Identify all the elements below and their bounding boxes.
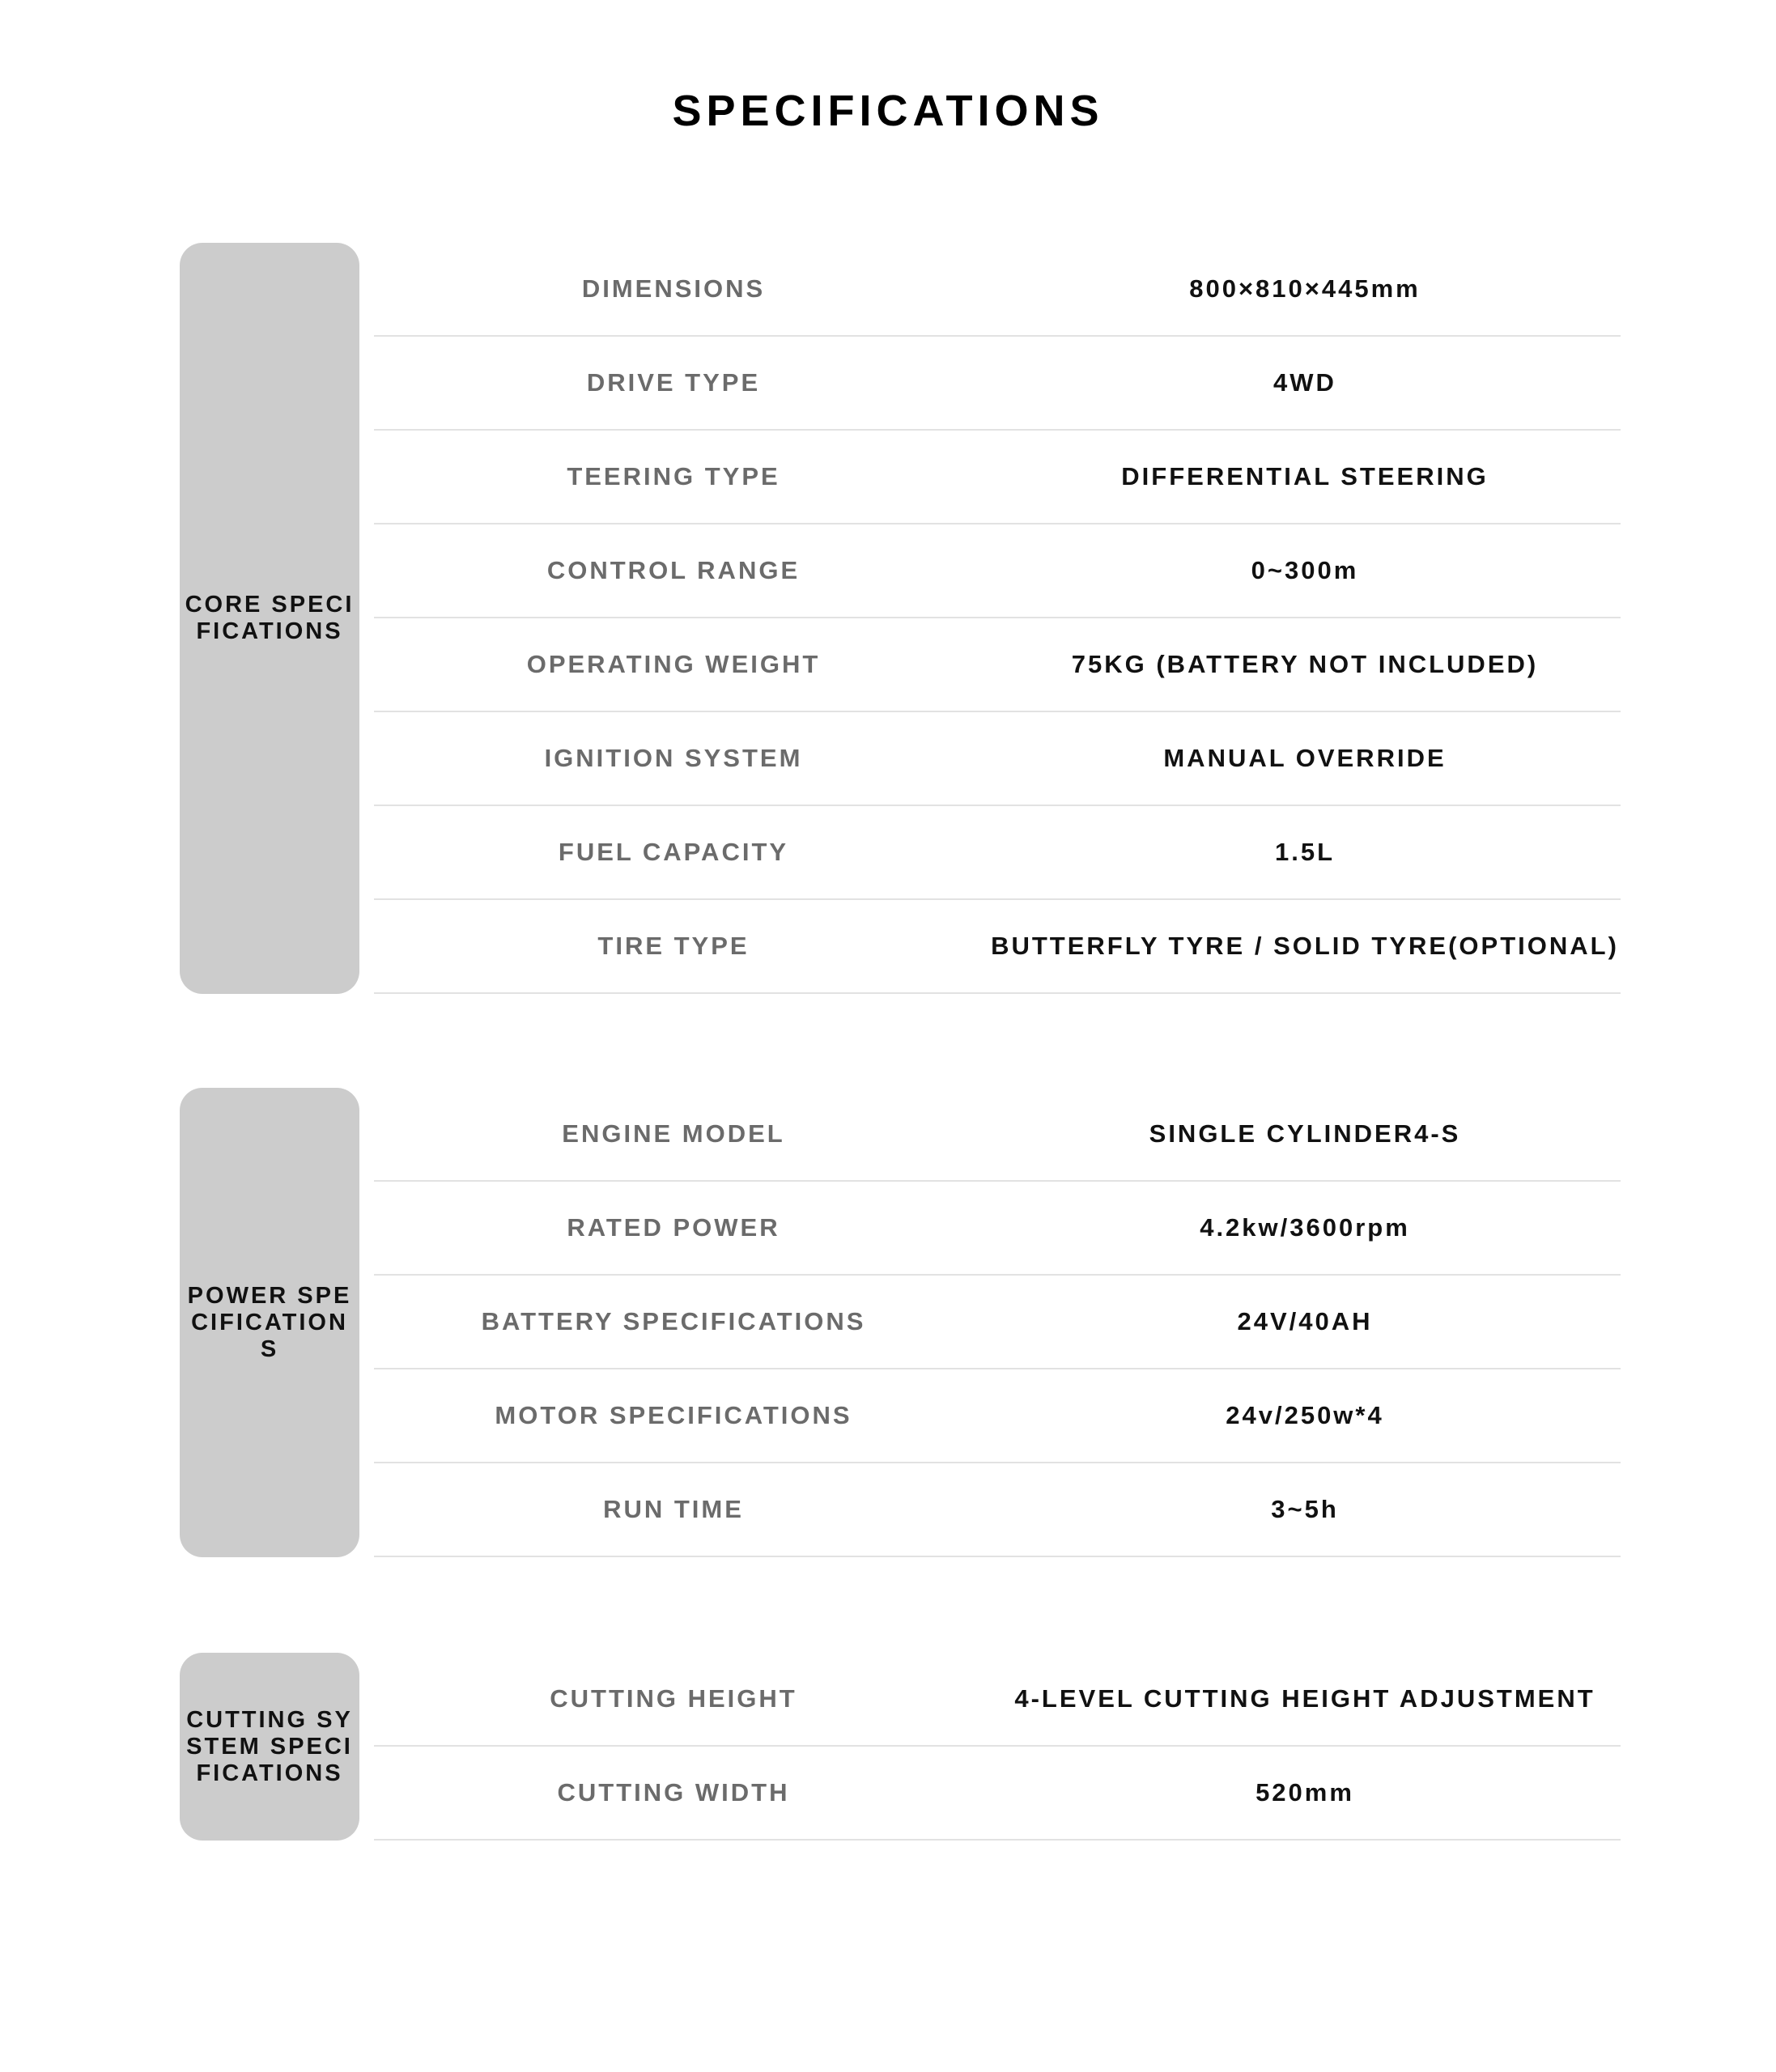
spec-table — [374, 1653, 1621, 1841]
spec-row — [374, 431, 1621, 524]
spec-value: 4-LEVEL CUTTING HEIGHT ADJUSTMENT — [1014, 1684, 1595, 1713]
spec-value: 4.2kw/3600rpm — [1200, 1213, 1410, 1242]
spec-value: 3~5h — [1271, 1495, 1339, 1523]
spec-row — [374, 806, 1621, 900]
spec-key: OPERATING WEIGHT — [526, 650, 821, 678]
spec-value: 75KG (BATTERY NOT INCLUDED) — [1071, 650, 1539, 678]
section-label-text: POWER SPECIFICATIONS — [187, 1282, 352, 1362]
spec-row — [374, 1182, 1621, 1276]
spec-value: MANUAL OVERRIDE — [1163, 744, 1447, 772]
spec-row — [374, 243, 1621, 337]
spec-value: 1.5L — [1274, 838, 1336, 866]
spec-row — [374, 1276, 1621, 1369]
spec-key: IGNITION SYSTEM — [544, 744, 803, 772]
spec-row — [374, 1463, 1621, 1557]
spec-key: RATED POWER — [567, 1213, 780, 1242]
spec-value: SINGLE CYLINDER4-S — [1149, 1119, 1461, 1148]
section-label — [180, 1653, 359, 1841]
spec-row — [374, 900, 1621, 994]
spec-value: 24V/40AH — [1237, 1307, 1373, 1335]
spec-row — [374, 1369, 1621, 1463]
spec-key: FUEL CAPACITY — [558, 838, 789, 866]
spec-key: MOTOR SPECIFICATIONS — [495, 1401, 852, 1429]
spec-row — [374, 712, 1621, 806]
spec-key: ENGINE MODEL — [562, 1119, 785, 1148]
spec-row — [374, 1653, 1621, 1747]
spec-value: 4WD — [1273, 368, 1336, 397]
spec-table — [374, 1088, 1621, 1557]
spec-value: 0~300m — [1251, 556, 1359, 584]
spec-value: 24v/250w*4 — [1226, 1401, 1384, 1429]
spec-key: CUTTING WIDTH — [557, 1778, 790, 1807]
section-power-specifications — [180, 1088, 1621, 1557]
spec-row — [374, 337, 1621, 431]
spec-row — [374, 1747, 1621, 1841]
spec-key: BATTERY SPECIFICATIONS — [481, 1307, 866, 1335]
spec-key: RUN TIME — [603, 1495, 744, 1523]
section-label-text: CORE SPECIFICATIONS — [185, 592, 355, 644]
section-core-specifications — [180, 243, 1621, 994]
spec-key: CUTTING HEIGHT — [550, 1684, 797, 1713]
spec-row — [374, 618, 1621, 712]
spec-table — [374, 243, 1621, 994]
spec-value: BUTTERFLY TYRE / SOLID TYRE(OPTIONAL) — [991, 932, 1619, 960]
section-label — [180, 243, 359, 994]
spec-key: DRIVE TYPE — [586, 368, 761, 397]
spec-key: DIMENSIONS — [581, 274, 766, 303]
spec-row — [374, 1088, 1621, 1182]
spec-key: CONTROL RANGE — [546, 556, 801, 584]
page-title: SPECIFICATIONS — [672, 87, 1104, 135]
section-label-text: CUTTING SYSTEM SPECIFICATIONS — [186, 1706, 353, 1786]
spec-key: TEERING TYPE — [567, 462, 780, 490]
spec-row — [374, 524, 1621, 618]
spec-value: 520mm — [1256, 1778, 1354, 1807]
spec-value: DIFFERENTIAL STEERING — [1121, 462, 1489, 490]
section-label — [180, 1088, 359, 1557]
spec-value: 800×810×445mm — [1189, 274, 1421, 303]
section-cutting-system-specifications — [180, 1653, 1621, 1841]
spec-key: TIRE TYPE — [597, 932, 750, 960]
